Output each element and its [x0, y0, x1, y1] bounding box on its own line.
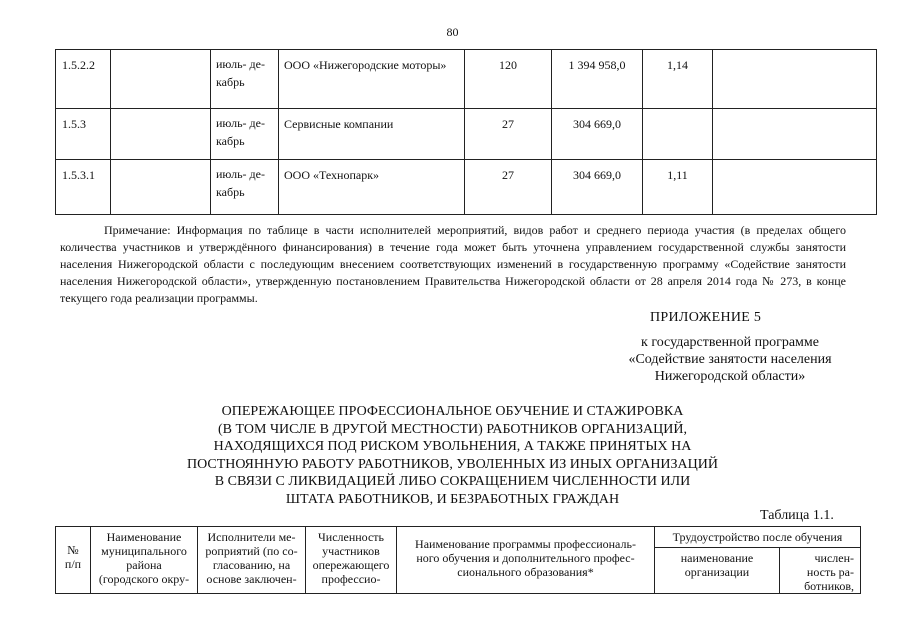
cell-district — [111, 109, 211, 160]
cell-num: 1.5.2.2 — [56, 50, 111, 109]
cell-executor: Сервисные компании — [279, 109, 465, 160]
cell-amount: 304 669,0 — [552, 160, 643, 215]
cell-count: 27 — [465, 160, 552, 215]
cell-period — [211, 160, 279, 215]
heading-line: ШТАТА РАБОТНИКОВ, И БЕЗРАБОТНЫХ ГРАЖДАН — [285, 491, 620, 507]
heading-line: В СВЯЗИ С ЛИКВИДАЦИЕЙ ЛИБО СОКРАЩЕНИЕМ ЧИСЛЕННОСТИ ИЛИ — [214, 474, 691, 489]
period-line: кабрь — [216, 185, 245, 199]
cell-period — [211, 109, 279, 160]
header-count: Численность участников опережающего профессио- — [306, 527, 397, 594]
cell-extra — [713, 160, 877, 215]
cell-extra — [713, 109, 877, 160]
table-row — [56, 109, 877, 160]
bottom-table — [55, 526, 861, 594]
cell-district — [111, 160, 211, 215]
period-line: июль- де- — [216, 167, 265, 181]
header-num: № п/п — [56, 527, 91, 594]
cell-coef — [643, 109, 713, 160]
period-line: кабрь — [216, 75, 245, 89]
cell-district — [111, 50, 211, 109]
header-employment: Трудоустройство после обучения — [655, 527, 861, 548]
header-workers: числен- ность ра- ботников, — [780, 548, 861, 594]
cell-num: 1.5.3 — [56, 109, 111, 160]
cell-count: 27 — [465, 109, 552, 160]
table-row — [56, 160, 877, 215]
cell-coef: 1,11 — [643, 160, 713, 215]
cell-executor: ООО «Нижегородские моторы» — [279, 50, 465, 109]
appendix-subtitle-line: к государственной программе — [641, 335, 819, 350]
heading-line: ПОСТНОЯННУЮ РАБОТУ РАБОТНИКОВ, УВОЛЕННЫХ ИЗ ИНЫХ ОРГАНИЗАЦИЙ — [186, 456, 718, 472]
cell-executor: ООО «Технопарк» — [279, 160, 465, 215]
appendix-subtitle-line: Нижегородской области» — [654, 369, 806, 384]
document-heading — [150, 403, 755, 508]
header-executors: Исполнители ме- роприятий (по со- гласованию, на основе заключен- — [198, 527, 306, 594]
note-paragraph: Примечание: Информация по таблице в части исполнителей мероприятий, видов работ и среднего периода участия (в пределах общего количества участников и утверждённого финансирования) в течение года может быть уточнена управлением государственной службы занятости населения Нижегородской области с последующим внесением соответствующих изменений в государственную программу «Содействие занятости населения Нижегородской области», утвержденную постановлением Правительства Нижегородской области от 28 апреля 2014 года № 273, в конце текущего года реализации программы. — [60, 223, 846, 305]
cell-count: 120 — [465, 50, 552, 109]
appendix-subtitle-line: «Содействие занятости населения — [628, 352, 832, 367]
period-line: июль- де- — [216, 116, 265, 130]
header-org-name: наименование организации — [655, 548, 780, 594]
period-line: кабрь — [216, 134, 245, 148]
cell-period — [211, 50, 279, 109]
cell-coef: 1,14 — [643, 50, 713, 109]
table-row — [56, 50, 877, 109]
page-number: 80 — [446, 25, 459, 39]
header-district: Наименование муниципального района (городского окру- — [91, 527, 198, 594]
table-caption: Таблица 1.1. — [760, 508, 834, 523]
appendix-title: ПРИЛОЖЕНИЕ 5 — [650, 310, 762, 325]
cell-num: 1.5.3.1 — [56, 160, 111, 215]
cell-amount: 1 394 958,0 — [552, 50, 643, 109]
top-table — [55, 49, 877, 215]
cell-amount: 304 669,0 — [552, 109, 643, 160]
cell-extra — [713, 50, 877, 109]
appendix-subtitle — [605, 334, 855, 385]
heading-line: НАХОДЯЩИХСЯ ПОД РИСКОМ УВОЛЬНЕНИЯ, А ТАКЖЕ ПРИНЯТЫХ НА — [213, 439, 692, 454]
period-line: июль- де- — [216, 57, 265, 71]
header-program: Наименование программы профессиональ- ного обучения и дополнительного профес- сионального образования* — [397, 527, 655, 594]
heading-line: ОПЕРЕЖАЮЩЕЕ ПРОФЕССИОНАЛЬНОЕ ОБУЧЕНИЕ И СТАЖИРОВКА — [221, 404, 684, 419]
heading-line: (В ТОМ ЧИСЛЕ В ДРУГОЙ МЕСТНОСТИ) РАБОТНИКОВ ОРГАНИЗАЦИЙ, — [218, 421, 687, 437]
